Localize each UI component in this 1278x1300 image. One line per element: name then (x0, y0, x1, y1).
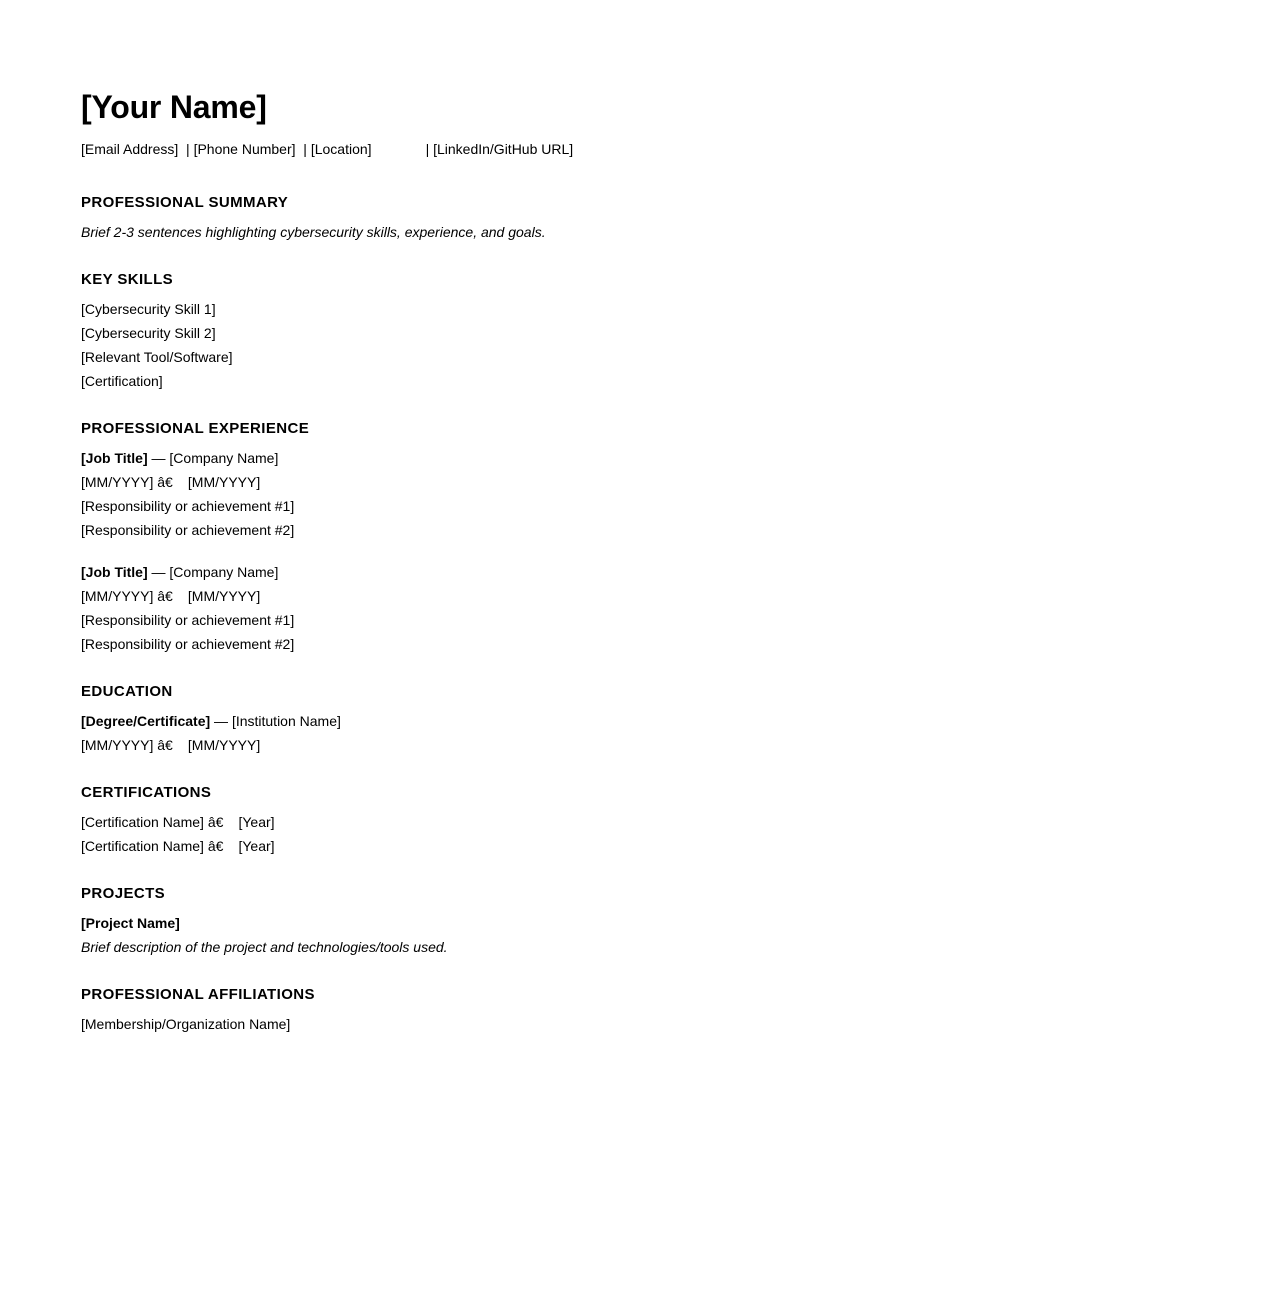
profile-url: [LinkedIn/GitHub URL] (433, 141, 574, 157)
key-skill-item: [Certification] (81, 373, 163, 389)
degree-separator: — (210, 713, 232, 729)
key-skill-item: [Cybersecurity Skill 2] (81, 325, 216, 341)
section-heading-professional-summary: PROFESSIONAL SUMMARY (81, 194, 289, 211)
contact-separator-2: | (295, 141, 311, 157)
key-skill-item: [Cybersecurity Skill 1] (81, 301, 216, 317)
certification-item: [Certification Name] â€ [Year] (81, 838, 275, 854)
experience-bullet: [Responsibility or achievement #2] (81, 636, 295, 652)
job-title: [Job Title] (81, 564, 148, 580)
project-name-line (81, 911, 901, 935)
degree-name: [Degree/Certificate] (81, 713, 211, 729)
email-address: [Email Address] (81, 141, 179, 157)
key-skill-item: [Relevant Tool/Software] (81, 349, 233, 365)
job-title-separator: — (147, 450, 170, 466)
section-education (81, 682, 901, 757)
section-heading-projects: PROJECTS (81, 885, 166, 902)
section-professional-experience (81, 419, 901, 656)
experience-bullet: [Responsibility or achievement #1] (81, 498, 295, 514)
project-name: [Project Name] (81, 915, 180, 931)
education-degree-line (81, 709, 901, 733)
project-description: Brief description of the project and technologies/tools used. (81, 939, 448, 955)
section-projects (81, 884, 901, 959)
section-heading-certifications: CERTIFICATIONS (81, 784, 212, 801)
company-name: [Company Name] (169, 450, 279, 466)
section-heading-professional-experience: PROFESSIONAL EXPERIENCE (81, 420, 310, 437)
experience-entry (81, 446, 901, 542)
location: [Location] (310, 141, 372, 157)
education-dates: [MM/YYYY] â€ [MM/YYYY] (81, 737, 261, 753)
phone-number: [Phone Number] (193, 141, 296, 157)
section-key-skills (81, 270, 901, 393)
section-certifications (81, 783, 901, 858)
institution-name: [Institution Name] (231, 713, 341, 729)
contact-separator-3: | (425, 141, 434, 157)
certification-item: [Certification Name] â€ [Year] (81, 814, 275, 830)
section-professional-summary (81, 193, 901, 244)
experience-bullet: [Responsibility or achievement #1] (81, 612, 295, 628)
job-title: [Job Title] (81, 450, 148, 466)
contact-line (81, 139, 901, 159)
experience-dates: [MM/YYYY] â€ [MM/YYYY] (81, 474, 261, 490)
experience-dates: [MM/YYYY] â€ [MM/YYYY] (81, 588, 261, 604)
experience-title-line (81, 560, 901, 584)
job-title-separator: — (147, 564, 170, 580)
experience-bullet: [Responsibility or achievement #2] (81, 522, 295, 538)
experience-title-line (81, 446, 901, 470)
section-professional-affiliations (81, 985, 901, 1036)
section-heading-professional-affiliations: PROFESSIONAL AFFILIATIONS (81, 986, 315, 1003)
experience-entry (81, 560, 901, 656)
section-heading-key-skills: KEY SKILLS (81, 271, 174, 288)
affiliation-organization: [Membership/Organization Name] (81, 1016, 291, 1032)
contact-separator-1: | (178, 141, 194, 157)
candidate-name: [Your Name] (81, 89, 267, 125)
resume-body (81, 88, 901, 1036)
professional-summary-text: Brief 2-3 sentences highlighting cybersecurity skills, experience, and goals. (81, 224, 546, 240)
company-name: [Company Name] (169, 564, 279, 580)
section-heading-education: EDUCATION (81, 683, 173, 700)
